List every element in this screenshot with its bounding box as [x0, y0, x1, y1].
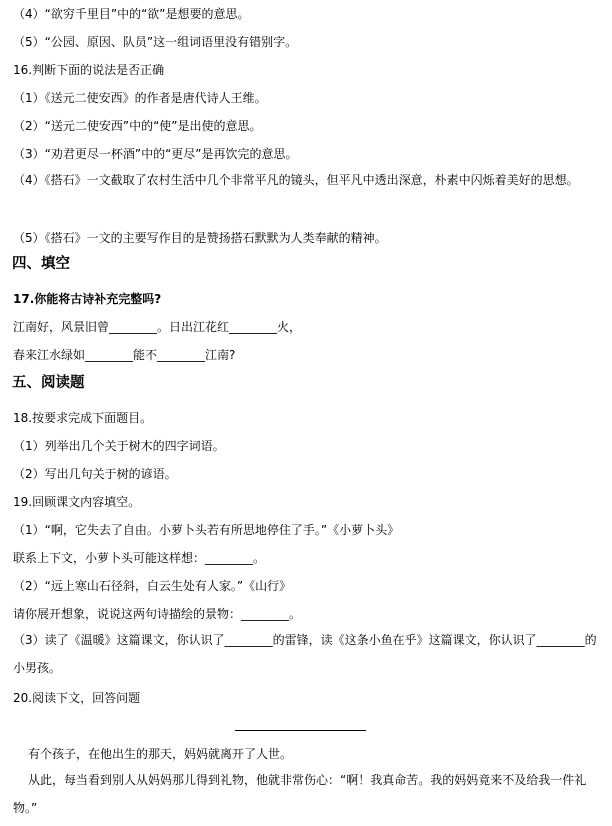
text-line: （3）“劝君更尽一杯酒”中的“更尽”是再饮完的意思。 [13, 147, 298, 161]
text-paragraph: （3）读了《温暖》这篇课文，你认识了________的雷锋，读《这条小鱼在乎》这篇课文，你认识了________的小男孩。 [13, 633, 597, 675]
question-title: 17.你能将古诗补充完整吗? [13, 292, 162, 306]
text-line: （5）“公园、原因、队员”这一组词语里没有错别字。 [13, 35, 298, 49]
question-title: 16.判断下面的说法是否正确 [13, 63, 165, 77]
text-line: （1）《送元二使安西》的作者是唐代诗人王维。 [13, 91, 267, 105]
question-title: 19.回顾课文内容填空。 [13, 495, 141, 509]
text-line: 春来江水绿如________能不________江南? [13, 348, 236, 362]
text-line: （1）“啊，它失去了自由。小萝卜头若有所思地停住了手。”《小萝卜头》 [13, 523, 400, 537]
text-line: 江南好，风景旧曾________。日出江花红________火， [13, 320, 302, 334]
text-line: 联系上下文，小萝卜头可能这样想：________。 [13, 551, 266, 565]
text-line: （2）“送元二使安西”中的“使”是出使的意思。 [13, 119, 262, 133]
text-line: 请你展开想象，说说这两句诗描绘的景物：________。 [13, 607, 302, 621]
text-line: 有个孩子，在他出生的那天，妈妈就离开了人世。 [28, 747, 293, 761]
section-heading: 五、阅读题 [12, 375, 85, 391]
question-title: 20.阅读下文，回答问题 [13, 691, 141, 705]
text-line: （2）写出几句关于树的谚语。 [13, 467, 177, 481]
text-paragraph: 从此，每当看到别人从妈妈那儿得到礼物，他就非常伤心：“啊！我真命苦。我的妈妈竟来不及给我一件礼物。” [13, 773, 587, 815]
text-line: （2）“远上寒山石径斜，白云生处有人家。”《山行》 [13, 579, 292, 593]
text-line: （5）《搭石》一文的主要写作目的是赞扬搭石默默为人类奉献的精神。 [13, 231, 387, 245]
text-line: （4）“欲穷千里目”中的“欲”是想要的意思。 [13, 7, 250, 21]
title-blank-line [235, 730, 366, 731]
question-title: 18.按要求完成下面题目。 [13, 411, 153, 425]
text-line: （1）列举出几个关于树木的四字词语。 [13, 439, 225, 453]
section-heading: 四、填空 [12, 256, 70, 272]
text-paragraph: （4）《搭石》一文截取了农村生活中几个非常平凡的镜头，但平凡中透出深意，朴素中闪烁着美好的思想。 [13, 173, 579, 187]
